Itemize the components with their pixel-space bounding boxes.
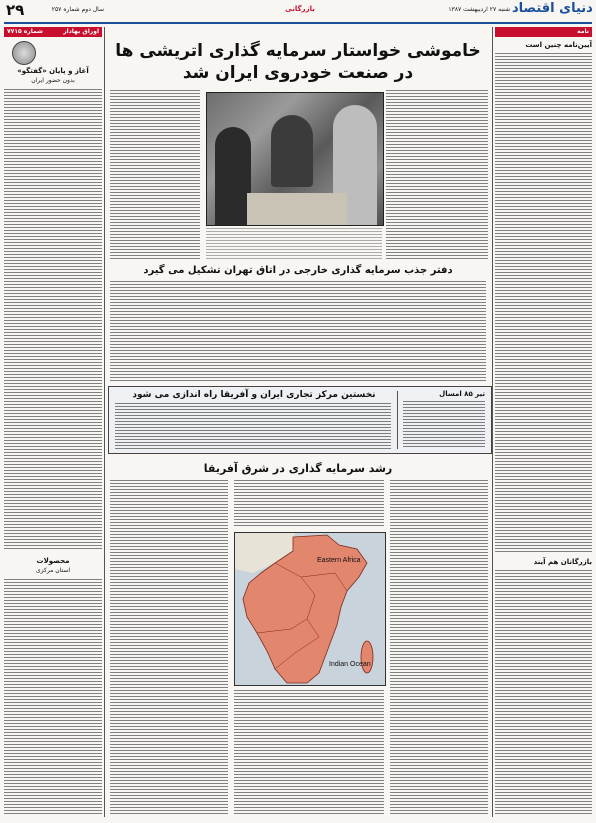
article-3-headline: نخستین مرکز تجاری ایران و آفریقا راه اندازی می شود (132, 390, 376, 400)
page-number: ۲۹ (6, 1, 25, 19)
left-column (4, 27, 102, 817)
photo-figure-center (271, 115, 313, 187)
issue-line: سال دوم شماره ۲۵۷ (51, 6, 104, 13)
photo-figure-left (215, 127, 251, 225)
right-column (495, 27, 592, 817)
left-lead-title: آغاز و پایان «گفتگو» (17, 67, 89, 75)
right-column-header (495, 27, 592, 37)
left-bottom-title: محصولات (36, 557, 70, 565)
east-africa-map (234, 532, 386, 686)
meeting-photo (206, 92, 384, 226)
left-divider (104, 27, 105, 817)
article-3-divider (397, 391, 398, 449)
main-article-col-left (110, 90, 200, 260)
right-header-title: نامه (577, 28, 589, 35)
article-3-sidebar-title: تیر ۸۵ امسال (439, 390, 485, 398)
main-headline-line1: خاموشی خواستار سرمایه گذاری اتریشی ها (115, 41, 481, 61)
article-3-body (115, 403, 391, 449)
photo-table (247, 193, 347, 225)
article-2-body (110, 281, 486, 381)
left-bottom-subtitle: استان مرکزی (35, 567, 71, 574)
date-line: شنبه ۲۷ اردیبهشت ۱۳۸۷ (448, 6, 510, 13)
masthead-rule (4, 22, 592, 24)
left-body-text (4, 89, 102, 551)
main-article-col-right (386, 90, 488, 260)
left-lead-subtitle: بدون حضور ایران (31, 77, 75, 84)
main-headline-line2: در صنعت خودروی ایران شد (182, 63, 414, 83)
article-3-box (108, 386, 492, 454)
article-4-col-left (110, 480, 228, 816)
newspaper-logo: دنیای اقتصاد (512, 1, 593, 16)
map-label-region: Eastern Africa (317, 557, 361, 564)
map-madagascar (361, 641, 373, 673)
right-top-title: آیین‌نامه چنین است (525, 41, 592, 49)
left-bottom-body-text (4, 579, 102, 815)
article-4-col-center-top (234, 480, 384, 528)
right-divider (492, 27, 493, 817)
article-3-sidebar-body (403, 401, 485, 449)
photo-caption-text (206, 228, 382, 260)
section-label: بازرگانی (285, 5, 315, 13)
masthead (0, 0, 596, 24)
main-headline (108, 40, 488, 84)
right-bottom-body-text (495, 570, 592, 815)
article-2-headline: دفتر جذب سرمایه گذاری خارجی در اتاق تهران تشکیل می گیرد (143, 265, 453, 276)
right-body-text (495, 53, 592, 553)
article-4-headline: رشد سرمایه گذاری در شرق آفریقا (203, 462, 393, 475)
article-4-col-right (390, 480, 488, 816)
left-header-number: شماره ۷۷۱۵ (7, 28, 43, 35)
left-column-header (4, 27, 102, 37)
article-4-col-center-bottom (234, 690, 384, 816)
map-label-ocean: Indian Ocean (329, 661, 371, 668)
left-header-title: اوراق بهادار (63, 28, 99, 35)
left-logo-icon (12, 41, 36, 65)
right-middle-title: بازرگانان هم آیند (533, 558, 592, 566)
